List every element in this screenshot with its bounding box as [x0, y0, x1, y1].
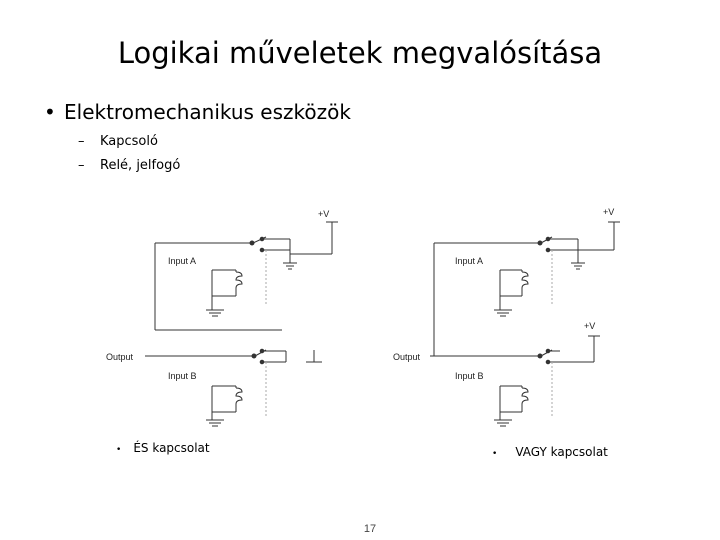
and-output-label: Output — [106, 352, 134, 362]
or-input-a-label: Input A — [455, 256, 484, 266]
or-input-b-label: Input B — [455, 371, 484, 381]
sub-bullet-marker: – — [78, 134, 85, 149]
or-output-label: Output — [393, 352, 421, 362]
and-caption-text: ÉS kapcsolat — [133, 441, 210, 455]
sub-bullet-text: Kapcsoló — [100, 134, 158, 149]
sub-bullet-marker: – — [78, 158, 85, 173]
main-bullet-text: Elektromechanikus eszközök — [64, 100, 351, 124]
bullet-marker: • — [44, 100, 56, 124]
sub-bullet-text: Relé, jelfogó — [100, 158, 181, 173]
or-caption — [492, 445, 608, 459]
and-circuit — [145, 222, 338, 426]
caption-marker: • — [492, 449, 498, 459]
or-vplus-bottom-label: +V — [584, 321, 596, 331]
and-input-b-label: Input B — [168, 371, 197, 381]
or-vplus-top-label: +V — [603, 207, 615, 217]
or-caption-text: VAGY kapcsolat — [515, 445, 608, 459]
and-vplus-label: +V — [318, 209, 330, 219]
page-number: 17 — [363, 523, 377, 535]
slide-title: Logikai műveletek megvalósítása — [117, 36, 603, 70]
and-input-a-label: Input A — [168, 256, 197, 266]
and-caption — [116, 441, 210, 455]
caption-marker: • — [116, 445, 122, 455]
